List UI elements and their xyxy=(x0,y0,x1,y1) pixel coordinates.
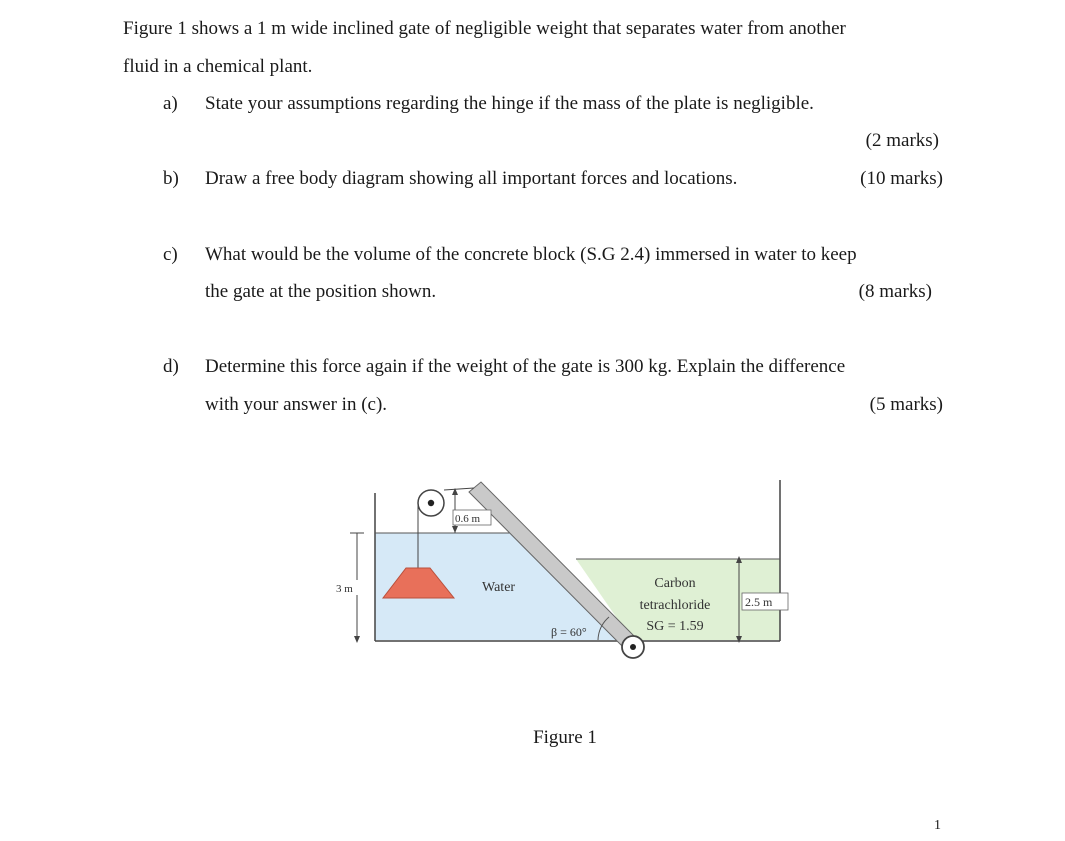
question-d-text-1: Determine this force again if the weight of the gate is 300 kg. Explain the difference xyxy=(205,356,846,377)
figure-caption: Figure 1 xyxy=(533,727,597,748)
fluid-label-1: Carbon xyxy=(654,576,696,591)
dim-fluid-label: 2.5 m xyxy=(745,595,773,609)
question-d-marks: (5 marks) xyxy=(869,394,943,415)
hinge-pin xyxy=(630,644,636,650)
fluid-label-2: tetrachloride xyxy=(639,598,711,613)
question-b-text: Draw a free body diagram showing all important forces and locations. xyxy=(205,168,738,189)
dim-pulley-arrow-bottom xyxy=(452,526,458,533)
question-c-text-2: the gate at the position shown. xyxy=(205,281,437,302)
question-c-marks: (8 marks) xyxy=(858,281,932,302)
intro-line-1: Figure 1 shows a 1 m wide inclined gate of negligible weight that separates water from another xyxy=(123,18,846,39)
cable-to-gate xyxy=(444,488,474,490)
fluid-label-3: SG = 1.59 xyxy=(646,619,704,634)
intro-line-2: fluid in a chemical plant. xyxy=(123,56,313,77)
dim-water-label: 3 m xyxy=(336,583,353,595)
question-d-label: d) xyxy=(163,356,179,377)
question-a-label: a) xyxy=(163,93,178,114)
question-b-label: b) xyxy=(163,168,179,189)
water-label: Water xyxy=(482,580,516,595)
question-d-text-2: with your answer in (c). xyxy=(205,394,388,415)
question-a-marks: (2 marks) xyxy=(865,130,939,151)
dim-water-arrow xyxy=(354,636,360,643)
page-number: 1 xyxy=(934,818,941,833)
pulley-axle xyxy=(428,500,434,506)
question-a-text: State your assumptions regarding the hinge if the mass of the plate is negligible. xyxy=(205,93,814,114)
dim-pulley-label: 0.6 m xyxy=(455,513,481,525)
question-c-label: c) xyxy=(163,244,178,265)
question-c-text-1: What would be the volume of the concrete block (S.G 2.4) immersed in water to keep xyxy=(205,244,857,265)
question-b-marks: (10 marks) xyxy=(860,168,943,189)
angle-label: β = 60° xyxy=(551,625,587,639)
